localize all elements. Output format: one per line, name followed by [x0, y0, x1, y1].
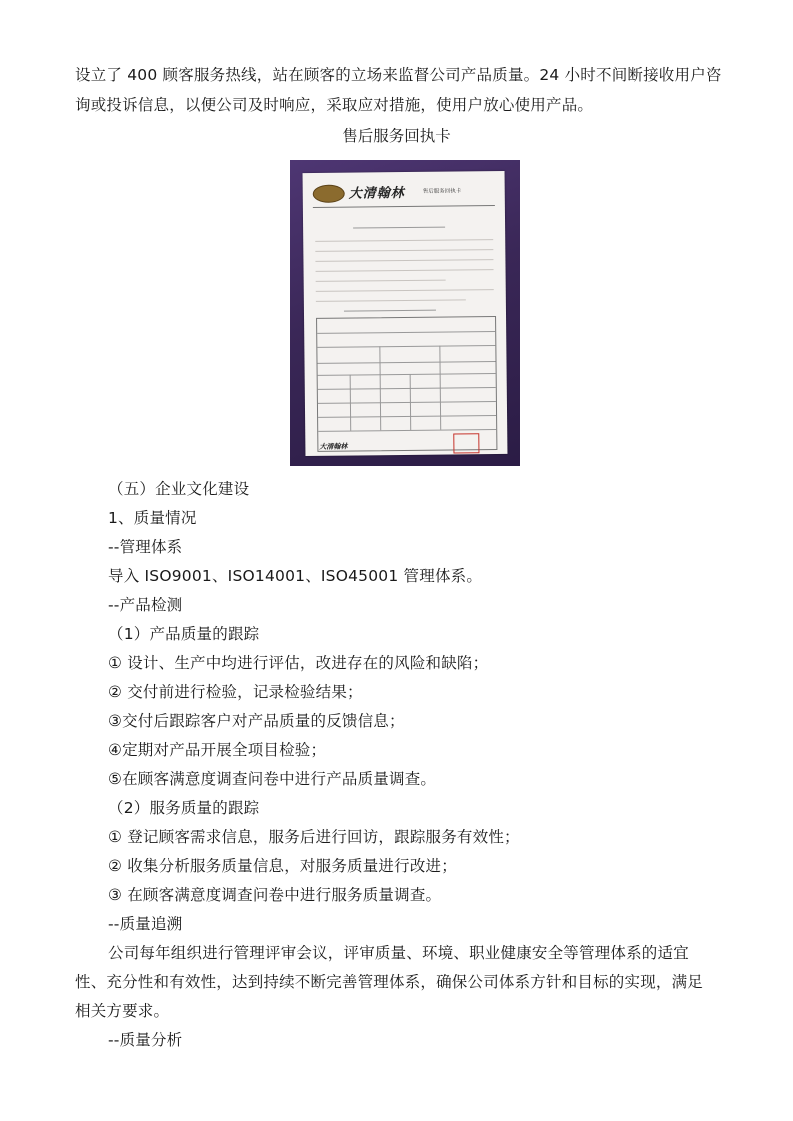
- topic-label: --管理体系: [108, 538, 183, 556]
- card-footer-brand: 大清翰林: [319, 441, 348, 451]
- section-heading: （五）企业文化建设: [108, 480, 250, 498]
- form-text-line: [316, 299, 466, 302]
- form-text-line: [316, 269, 494, 272]
- body-text: 导入 ISO9001、ISO14001、ISO45001 管理体系。: [108, 567, 483, 585]
- form-text-line: [316, 280, 446, 282]
- topic-label: --产品检测: [108, 596, 183, 614]
- brand-logo-icon: [313, 185, 345, 203]
- form-field-line: [353, 227, 445, 229]
- list-item: ③交付后跟踪客户对产品质量的反馈信息；: [108, 712, 405, 730]
- list-item: ⑤在顾客满意度调查问卷中进行产品质量调查。: [108, 770, 437, 788]
- list-title: （1）产品质量的跟踪: [108, 625, 260, 643]
- topic-label: --质量追溯: [108, 915, 183, 933]
- red-seal-stamp: [453, 433, 479, 453]
- service-card-photo: [290, 160, 520, 466]
- card-title: 售后服务回执卡: [422, 188, 462, 195]
- list-item: ② 收集分析服务质量信息，对服务质量进行改进；: [108, 857, 457, 875]
- topic-label: --质量分析: [108, 1031, 183, 1049]
- card-divider: [313, 205, 495, 208]
- service-card: [303, 171, 508, 456]
- paragraph-line: 相关方要求。: [75, 1002, 170, 1020]
- paragraph-line: 公司每年组织进行管理评审会议，评审质量、环境、职业健康安全等管理体系的适宜: [108, 944, 689, 962]
- subsection-heading: 1、质量情况: [108, 509, 197, 527]
- form-text-line: [315, 259, 493, 262]
- list-item: ② 交付前进行检验，记录检验结果；: [108, 683, 363, 701]
- list-title: （2）服务质量的跟踪: [108, 799, 260, 817]
- form-text-line: [315, 249, 493, 252]
- form-field-line: [344, 310, 436, 312]
- list-item: ① 登记顾客需求信息，服务后进行回访，跟踪服务有效性；: [108, 828, 520, 846]
- figure-caption: 售后服务回执卡: [342, 127, 451, 145]
- paragraph-line: 设立了 400 顾客服务热线，站在顾客的立场来监督公司产品质量。24 小时不间断接收用户咨: [75, 66, 722, 84]
- form-text-line: [316, 289, 494, 292]
- card-brand: 大清翰林: [348, 185, 405, 202]
- list-item: ① 设计、生产中均进行评估，改进存在的风险和缺陷；: [108, 654, 489, 672]
- paragraph-line: 询或投诉信息，以便公司及时响应，采取应对措施，使用户放心使用产品。: [75, 96, 594, 114]
- card-table: [316, 316, 497, 452]
- paragraph-line: 性、充分性和有效性，达到持续不断完善管理体系，确保公司体系方针和目标的实现，满足: [75, 973, 704, 991]
- list-item: ③ 在顾客满意度调查问卷中进行服务质量调查。: [108, 886, 442, 904]
- form-text-line: [315, 239, 493, 242]
- list-item: ④定期对产品开展全项目检验；: [108, 741, 327, 759]
